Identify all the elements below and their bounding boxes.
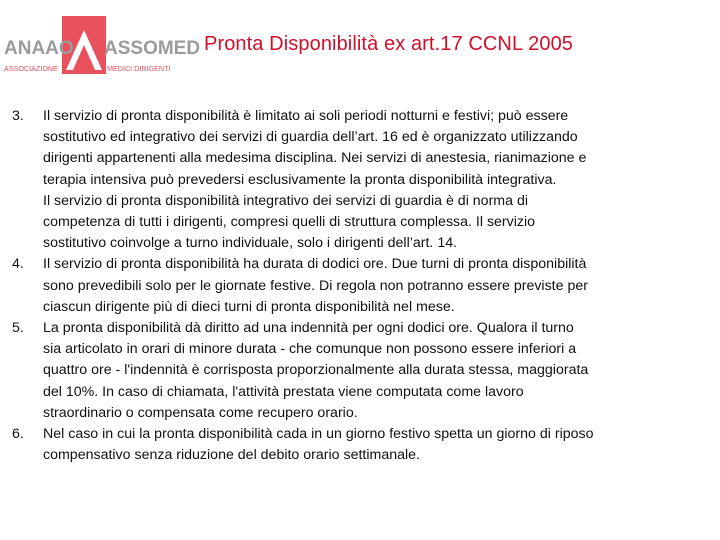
- text-line: del 10%. In caso di chiamata, l'attività prestata viene computata come lavoro: [43, 383, 524, 400]
- text-line: ciascun dirigente più di dieci turni di pronta disponibilità nel mese.: [43, 298, 455, 315]
- list-item-text: [43, 254, 712, 318]
- text-line: sono prevedibili solo per le giornate festive. Di regola non potranno essere previste per: [43, 277, 588, 294]
- text-line: Il servizio di pronta disponibilità ha durata di dodici ore. Due turni di pronta disponibilità: [43, 256, 587, 273]
- anaao-assomed-logo: [4, 14, 201, 80]
- list-item: [12, 254, 712, 318]
- text-line: Nel caso in cui la pronta disponibilità cada in un giorno festivo spetta un giorno di riposo: [43, 426, 594, 443]
- list-item-number: 6.: [12, 426, 24, 443]
- logo-left-word: ANAAO: [4, 38, 74, 59]
- list-item: [12, 424, 712, 466]
- list-item-number: 4.: [12, 256, 24, 273]
- list-item-text: [43, 318, 712, 424]
- list-item-text: [43, 106, 712, 254]
- text-line: dirigenti appartenenti alla medesima disciplina. Nei servizi di anestesia, rianimazione e: [43, 150, 587, 167]
- text-line: competenza di tutti i dirigenti, compresi quelli di struttura complessa. Il servizio: [43, 214, 536, 231]
- text-line: quattro ore - l'indennità è corrisposta proporzionalmente alla durata stessa, maggiorata: [43, 362, 589, 379]
- text-line: Il servizio di pronta disponibilità integrativo dei servizi di guardia è di norma di: [43, 192, 528, 209]
- logo-graphic: [4, 14, 201, 80]
- article-list: [12, 106, 712, 466]
- page-title: Pronta Disponibilità ex art.17 CCNL 2005: [204, 33, 574, 55]
- list-item-number: 5.: [12, 320, 24, 337]
- list-item: [12, 106, 712, 254]
- text-line: terapia intensiva può prevedersi esclusivamente la pronta disponibilità integrativa.: [43, 171, 557, 188]
- logo-left-subtitle: ASSOCIAZIONE: [4, 64, 58, 73]
- list-item-number: 3.: [12, 108, 24, 124]
- text-line: compensativo senza riduzione del debito orario settimanale.: [43, 447, 420, 464]
- text-line: sostitutivo coinvolge a turno individuale, solo i dirigenti dell’art. 14.: [43, 235, 458, 252]
- text-line: sostitutivo ed integrativo dei servizi di guardia dell’art. 16 ed è organizzato utilizzando: [43, 129, 578, 146]
- logo-right-subtitle: MEDICI DIRIGENTI: [107, 64, 171, 73]
- list-item-text: [43, 424, 712, 466]
- text-line: sia articolato in orari di minore durata - che comunque non possono essere inferiori a: [43, 341, 577, 358]
- text-line: straordinario o compensata come recupero orario.: [43, 404, 358, 421]
- logo-right-word: ASSOMED: [104, 38, 201, 59]
- text-line: La pronta disponibilità dà diritto ad una indennità per ogni dodici ore. Qualora il turno: [43, 320, 574, 337]
- text-line: Il servizio di pronta disponibilità è limitato ai soli periodi notturni e festivi; può essere: [43, 108, 569, 124]
- list-item: [12, 318, 712, 424]
